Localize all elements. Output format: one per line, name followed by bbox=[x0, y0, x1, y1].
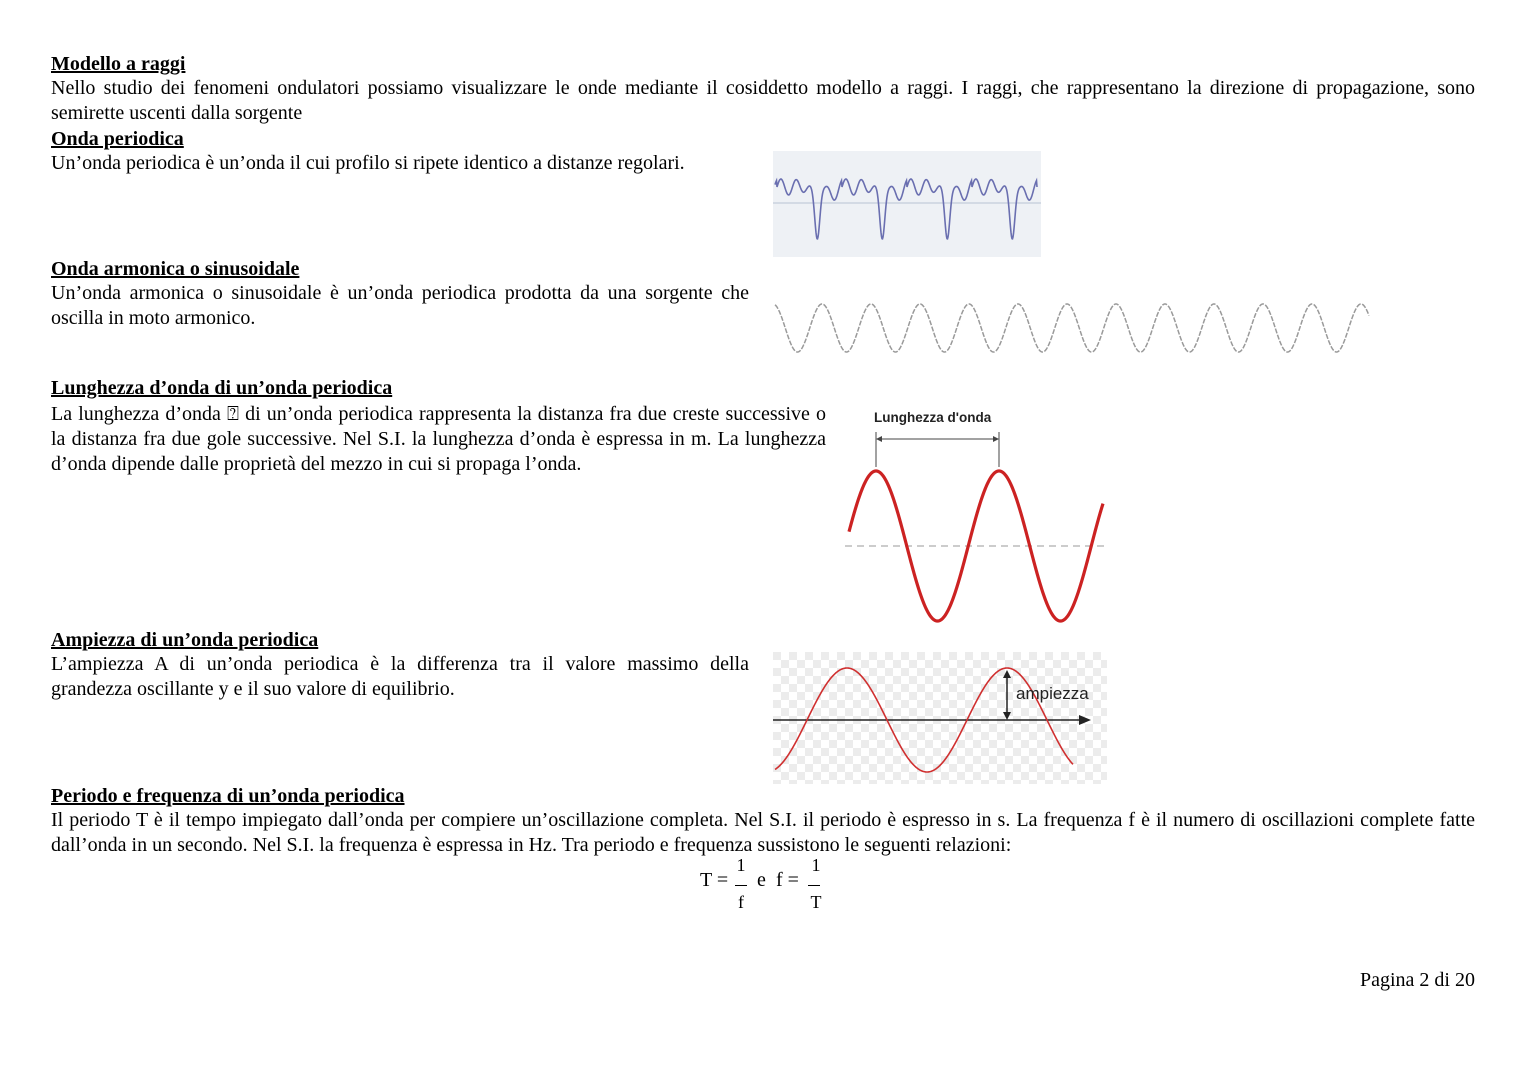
heading-onda-armonica: Onda armonica o sinusoidale bbox=[51, 258, 300, 280]
amplitude-figure bbox=[773, 652, 1107, 784]
formula-left-numerator: 1 bbox=[736, 855, 746, 875]
paragraph-periodo-frequenza: Il periodo T è il tempo impiegato dall’onda per compiere un’oscillazione completa. Nel S.I. il periodo è espresso in s. La frequenza f è il numero di oscillazioni complete fatte dall’onda in un secondo. Nel S.I. la frequenza è espressa in Hz. Tra periodo e frequenza sussistono le seguenti relazioni: bbox=[51, 809, 1475, 856]
heading-lunghezza-onda: Lunghezza d’onda di un’onda periodica bbox=[51, 377, 393, 399]
wavelength-figure bbox=[845, 405, 1107, 627]
amplitude-background bbox=[773, 652, 1107, 784]
paragraph-modello-raggi: Nello studio dei fenomeni ondulatori possiamo visualizzare le onde mediante il cosiddetto modello a raggi. I raggi, che rappresentano la direzione di propagazione, sono semirette uscenti dalla sorgente bbox=[51, 77, 1475, 124]
formula-conjunction: e bbox=[757, 869, 766, 891]
harmonic-wave-line bbox=[775, 304, 1369, 352]
harmonic-wave-figure bbox=[773, 298, 1371, 358]
periodic-wave-figure bbox=[773, 151, 1041, 257]
heading-onda-periodica: Onda periodica bbox=[51, 128, 184, 150]
paragraph-onda-armonica: Un’onda armonica o sinusoidale è un’onda periodica prodotta da una sorgente che oscilla in moto armonico. bbox=[51, 282, 749, 329]
formula-right-fraction-bar bbox=[808, 885, 820, 886]
formula-left-fraction-bar bbox=[735, 885, 747, 886]
wavelength-arrowhead-right bbox=[993, 436, 999, 442]
heading-modello-raggi: Modello a raggi bbox=[51, 53, 186, 75]
formula-right-denominator: T bbox=[810, 892, 822, 912]
paragraph-lunghezza-onda: La lunghezza d’onda ⍰ di un’onda periodica rappresenta la distanza fra due creste successive o la distanza fra due gole successive. Nel S.I. la lunghezza d’onda è espressa in m. La lunghezza d’onda dipende dalle proprietà del mezzo in cui si propaga l’onda. bbox=[51, 403, 826, 475]
heading-periodo-frequenza: Periodo e frequenza di un’onda periodica bbox=[51, 785, 405, 807]
page-number: Pagina 2 di 20 bbox=[1360, 969, 1475, 991]
heading-ampiezza: Ampiezza di un’onda periodica bbox=[51, 629, 319, 651]
paragraph-onda-periodica: Un’onda periodica è un’onda il cui profilo si ripete identico a distanze regolari. bbox=[51, 152, 685, 174]
wavelength-arrowhead-left bbox=[876, 436, 882, 442]
formula-left-denominator: f bbox=[738, 892, 744, 912]
paragraph-ampiezza: L’ampiezza A di un’onda periodica è la differenza tra il valore massimo della grandezza oscillante y e il suo valore di equilibrio. bbox=[51, 653, 749, 700]
formula-left-lhs: T = bbox=[700, 869, 729, 891]
amplitude-label: ampiezza bbox=[1016, 684, 1089, 703]
wavelength-label: Lunghezza d'onda bbox=[874, 410, 992, 425]
formula-right-numerator: 1 bbox=[811, 855, 821, 875]
formula-right-lhs: f = bbox=[776, 869, 799, 891]
